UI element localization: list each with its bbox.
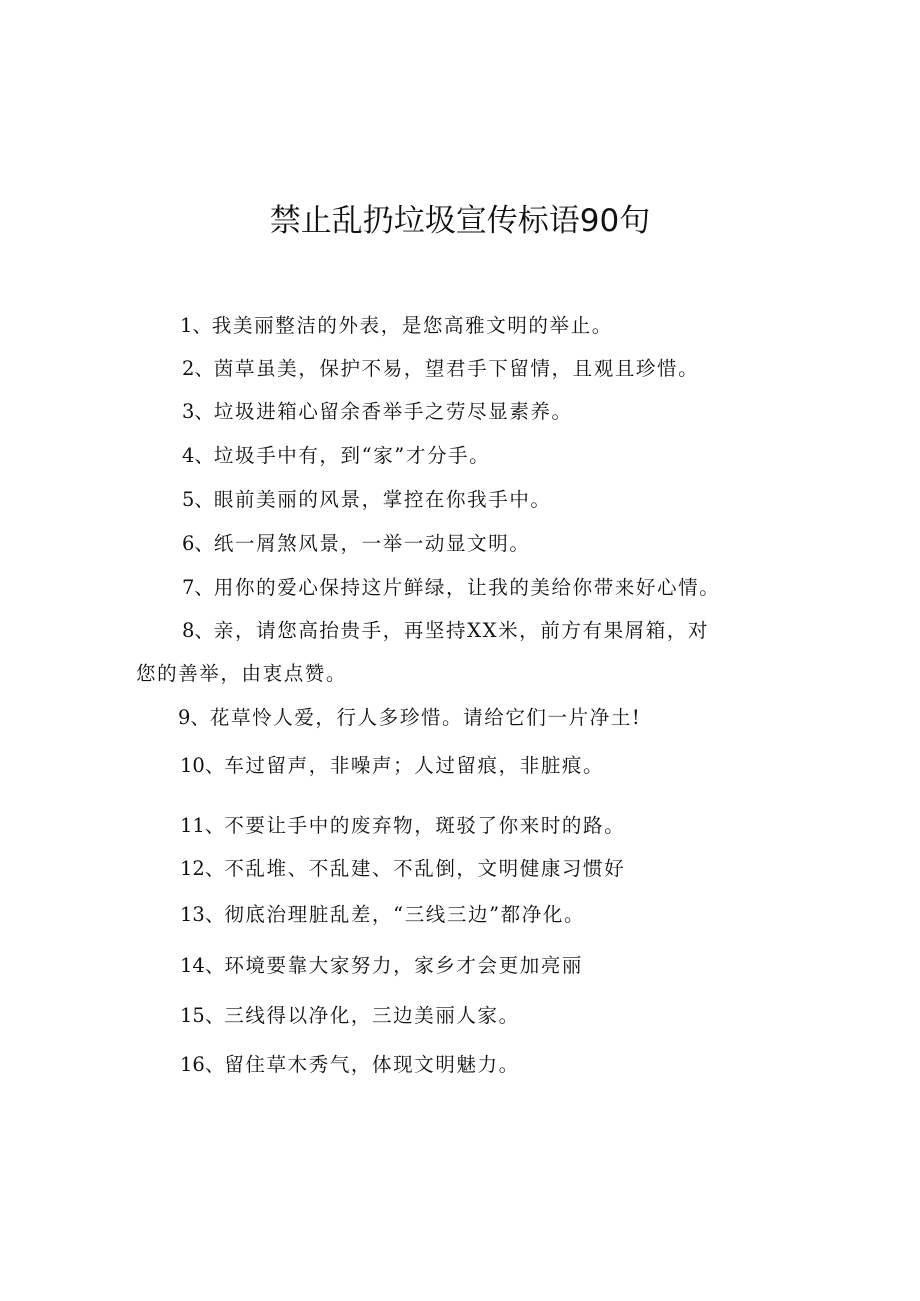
slogan-item: 15、三线得以净化，三边美丽人家。 bbox=[180, 1004, 520, 1027]
slogan-item: 12、不乱堆、不乱建、不乱倒，文明健康习惯好 bbox=[180, 857, 626, 880]
slogan-item: 8、亲，请您高抬贵手，再坚持XX米，前方有果屑箱，对 bbox=[182, 619, 710, 642]
slogan-item: 6、纸一屑煞风景，一举一动显文明。 bbox=[182, 532, 531, 555]
slogan-item: 9、花草怜人爱，行人多珍惜。请给它们一片净土! bbox=[178, 706, 642, 729]
slogan-item: 2、茵草虽美，保护不易，望君手下留情，且观且珍惜。 bbox=[182, 357, 700, 380]
document-title: 禁止乱扔垃圾宣传标语90句 bbox=[269, 203, 651, 239]
slogan-item: 1、我美丽整洁的外表，是您高雅文明的举止。 bbox=[180, 314, 613, 337]
slogan-item: 13、彻底治理脏乱差，“三线三边”都净化。 bbox=[180, 903, 586, 926]
slogan-continuation: 您的善举，由衷点赞。 bbox=[136, 662, 348, 685]
slogan-item: 7、用你的爱心保持这片鲜绿，让我的美给你带来好心情。 bbox=[182, 576, 721, 599]
slogan-item: 3、垃圾进箱心留余香举手之劳尽显素养。 bbox=[182, 400, 573, 423]
slogan-item: 11、不要让手中的废弃物，斑驳了你来时的路。 bbox=[180, 814, 626, 837]
slogan-item: 5、眼前美丽的风景，掌控在你我手中。 bbox=[182, 488, 552, 511]
slogan-item: 10、车过留声，非噪声；人过留痕，非脏痕。 bbox=[180, 754, 605, 777]
slogan-item: 14、环境要靠大家努力，家乡才会更加亮丽 bbox=[180, 954, 584, 977]
slogan-item: 16、留住草木秀气，体现文明魅力。 bbox=[180, 1053, 520, 1076]
slogan-item: 4、垃圾手中有，到“家”才分手。 bbox=[182, 444, 491, 467]
